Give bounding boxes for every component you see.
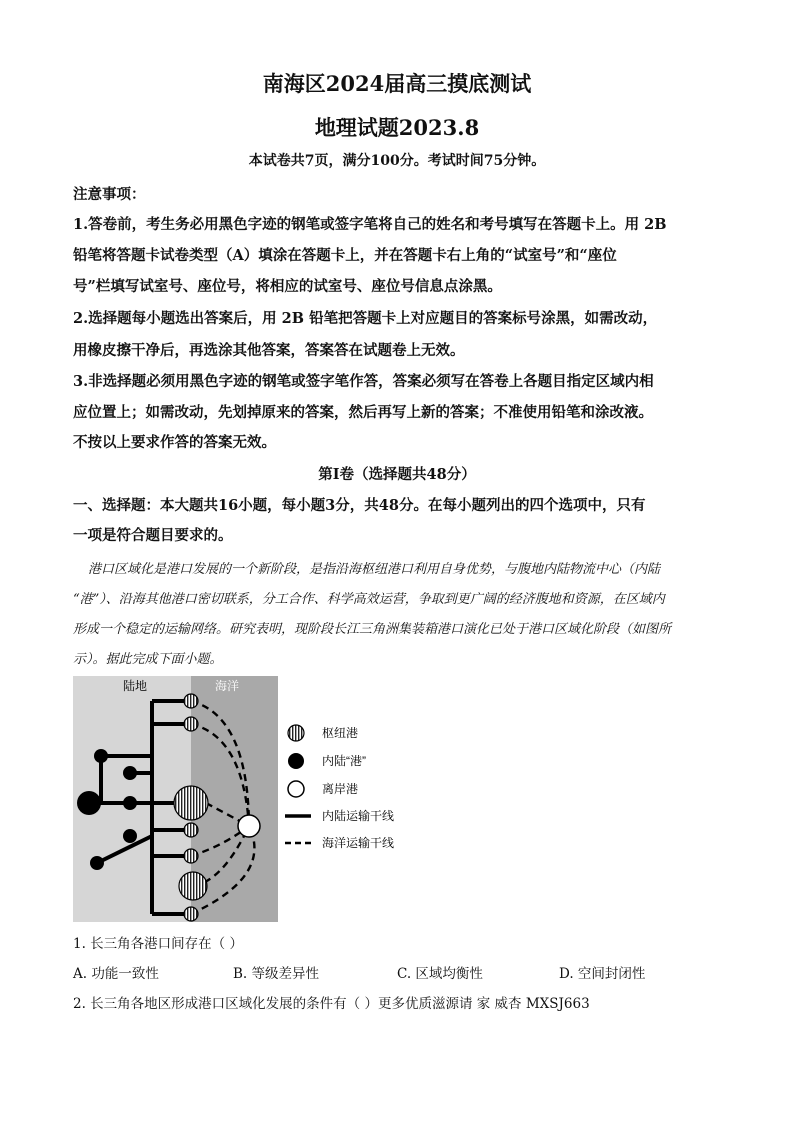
question-1-option-d: D. 空间封闭性: [559, 966, 646, 982]
inland-port-legend-icon: [288, 753, 304, 769]
port-regionalization-diagram: [73, 676, 433, 922]
legend-offshore-label: 离岸港: [322, 782, 359, 796]
notice-line: 应位置上；如需改动，先划掉原来的答案，然后再写上新的答案；不准使用铅笔和涂改液。: [73, 404, 653, 421]
passage-line: 示）。据此完成下面小题。: [73, 652, 223, 667]
passage-line: 港口区域化是港口发展的一个新阶段，是指沿海枢纽港口利用自身优势，与腹地内陆物流中心（内陆: [88, 562, 661, 577]
notice-line: 不按以上要求作答的答案无效。: [73, 434, 276, 451]
question-1-option-c: C. 区域均衡性: [397, 966, 483, 982]
notice-line: 用橡皮擦干净后，再选涂其他答案，答案答在试题卷上无效。: [73, 342, 465, 359]
section-instruction: 一、选择题：本大题共16小题，每小题3分，共48分。在每小题列出的四个选项中，只有: [73, 497, 646, 514]
exam-subtitle: 地理试题2023.8: [314, 115, 480, 140]
exam-title: 南海区2024届高三摸底测试: [262, 71, 532, 96]
legend: [285, 725, 394, 850]
section-instruction: 一项是符合题目要求的。: [73, 527, 233, 544]
question-1-option-a: A. 功能一致性: [73, 966, 159, 982]
offshore-port: [238, 815, 260, 837]
sea-label: 海洋: [215, 679, 240, 693]
section-title: 第Ⅰ卷（选择题共48分）: [318, 466, 476, 483]
notice-line: 铅笔将答题卡试卷类型（A）填涂在答题卡上，并在答题卡右上角的“试室号”和“座位: [73, 247, 617, 264]
passage-line: 形成一个稳定的运输网络。研究表明，现阶段长江三角洲集装箱港口演化已处于港口区域化阶段（如图所: [73, 622, 672, 637]
legend-inland-label: 内陆“港”: [322, 754, 366, 768]
notice-line: 号”栏填写试室号、座位号，将相应的试室号、座位号信息点涂黑。: [73, 278, 502, 295]
question-1-stem: 1. 长三角各港口间存在（ ）: [73, 936, 243, 952]
notice-heading: 注意事项：: [73, 186, 146, 203]
passage-line: “港”）、沿海其他港口密切联系，分工合作、科学高效运营，争取到更广阔的经济腹地和资源，在区域内: [73, 592, 665, 607]
notice-line: 1.答卷前，考生务必用黑色字迹的钢笔或签字笔将自己的姓名和考号填写在答题卡上。用 2B: [73, 216, 667, 233]
notice-line: 2.选择题每小题选出答案后，用 2B 铅笔把答题卡上对应题目的答案标号涂黑，如需改动，: [73, 310, 658, 327]
hub-port-legend-icon: [288, 725, 304, 741]
exam-info: 本试卷共7页，满分100分。考试时间75分钟。: [248, 153, 546, 169]
offshore-port-legend-icon: [288, 781, 304, 797]
question-1-option-b: B. 等级差异性: [233, 966, 320, 982]
legend-hub-label: 枢纽港: [322, 726, 359, 740]
legend-inland-line-label: 内陆运输干线: [322, 809, 395, 823]
land-label: 陆地: [123, 679, 148, 693]
notice-line: 3.非选择题必须用黑色字迹的钢笔或签字笔作答，答案必须写在答卷上各题目指定区域内相: [73, 373, 654, 390]
legend-ocean-line-label: 海洋运输干线: [322, 836, 395, 850]
question-2-stem: 2. 长三角各地区形成港口区域化发展的条件有（ ）更多优质滋源请 家 威杏 MXSJ663: [73, 996, 590, 1012]
